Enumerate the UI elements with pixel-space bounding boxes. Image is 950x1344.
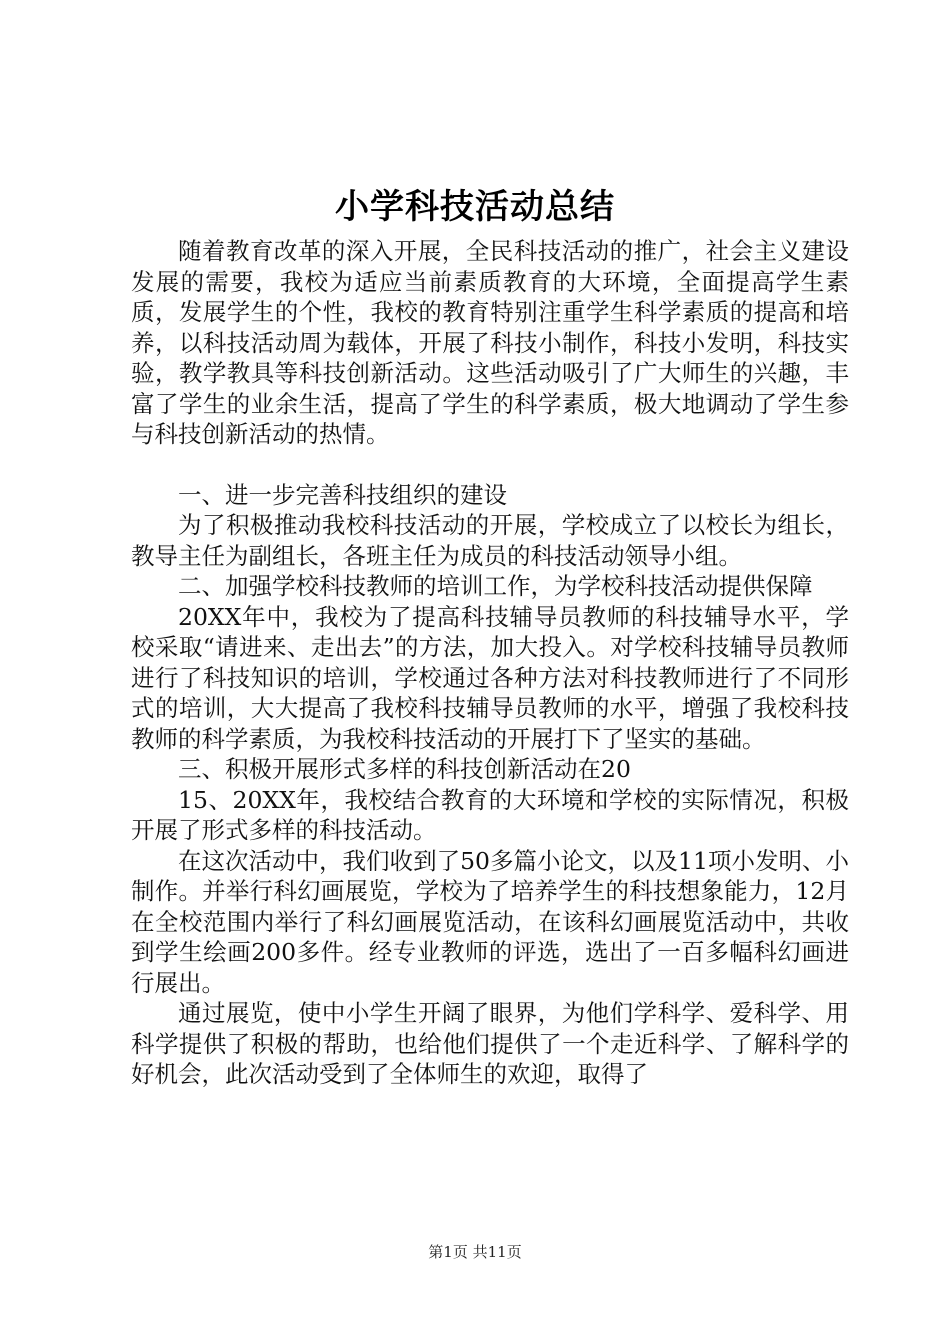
section-heading-1: 一、进一步完善科技组织的建设	[178, 480, 507, 509]
document-body	[131, 236, 849, 1090]
section-heading-3: 三、积极开展形式多样的科技创新活动在20	[178, 755, 631, 783]
page-indicator: 第1页 共11页	[428, 1243, 522, 1261]
paragraph-training: 20XX年中，我校为了提高科技辅导员教师的科技辅导水平，学校采取“请进来、走出去”的方法，加大投入。对学校科技辅导员教师进行了科技知识的培训，学校通过各种方法对科技教师进行了不同形式的培训，大大提高了我校科技辅导员教师的水平，增强了我校科技教师的科学素质，为我校科技活动的开展打下了坚实的基础。	[131, 602, 849, 753]
paragraph-event-results: 在这次活动中，我们收到了50多篇小论文，以及11项小发明、小制作。并举行科幻画展览，学校为了培养学生的科技想象能力，12月在全校范围内举行了科幻画展览活动，在该科幻画展览活动中，共收到学生绘画200多件。经专业教师的评选，选出了一百多幅科幻画进行展出。	[131, 846, 849, 997]
section-heading-2: 二、加强学校科技教师的培训工作，为学校科技活动提供保障	[178, 572, 813, 600]
paragraph-activities: 15、20XX年，我校结合教育的大环境和学校的实际情况，积极开展了形式多样的科技活动。	[131, 785, 849, 844]
paragraph-organization: 为了积极推动我校科技活动的开展，学校成立了以校长为组长，教导主任为副组长，各班主任为成员的科技活动领导小组。	[131, 511, 849, 570]
paragraph-intro: 随着教育改革的深入开展，全民科技活动的推广，社会主义建设发展的需要，我校为适应当前素质教育的大环境，全面提高学生素质，发展学生的个性，我校的教育特别注重学生科学素质的提高和培养，以科技活动周为载体，开展了科技小制作，科技小发明，科技实验，教学教具等科技创新活动。这些活动吸引了广大师生的兴趣，丰富了学生的业余生活，提高了学生的科学素质，极大地调动了学生参与科技创新活动的热情。	[131, 237, 849, 448]
paragraph-exhibition-impact: 通过展览，使中小学生开阔了眼界，为他们学科学、爱科学、用科学提供了积极的帮助，也给他们提供了一个走近科学、了解科学的好机会，此次活动受到了全体师生的欢迎，取得了	[131, 999, 849, 1088]
document-title: 小学科技活动总结	[335, 187, 615, 227]
